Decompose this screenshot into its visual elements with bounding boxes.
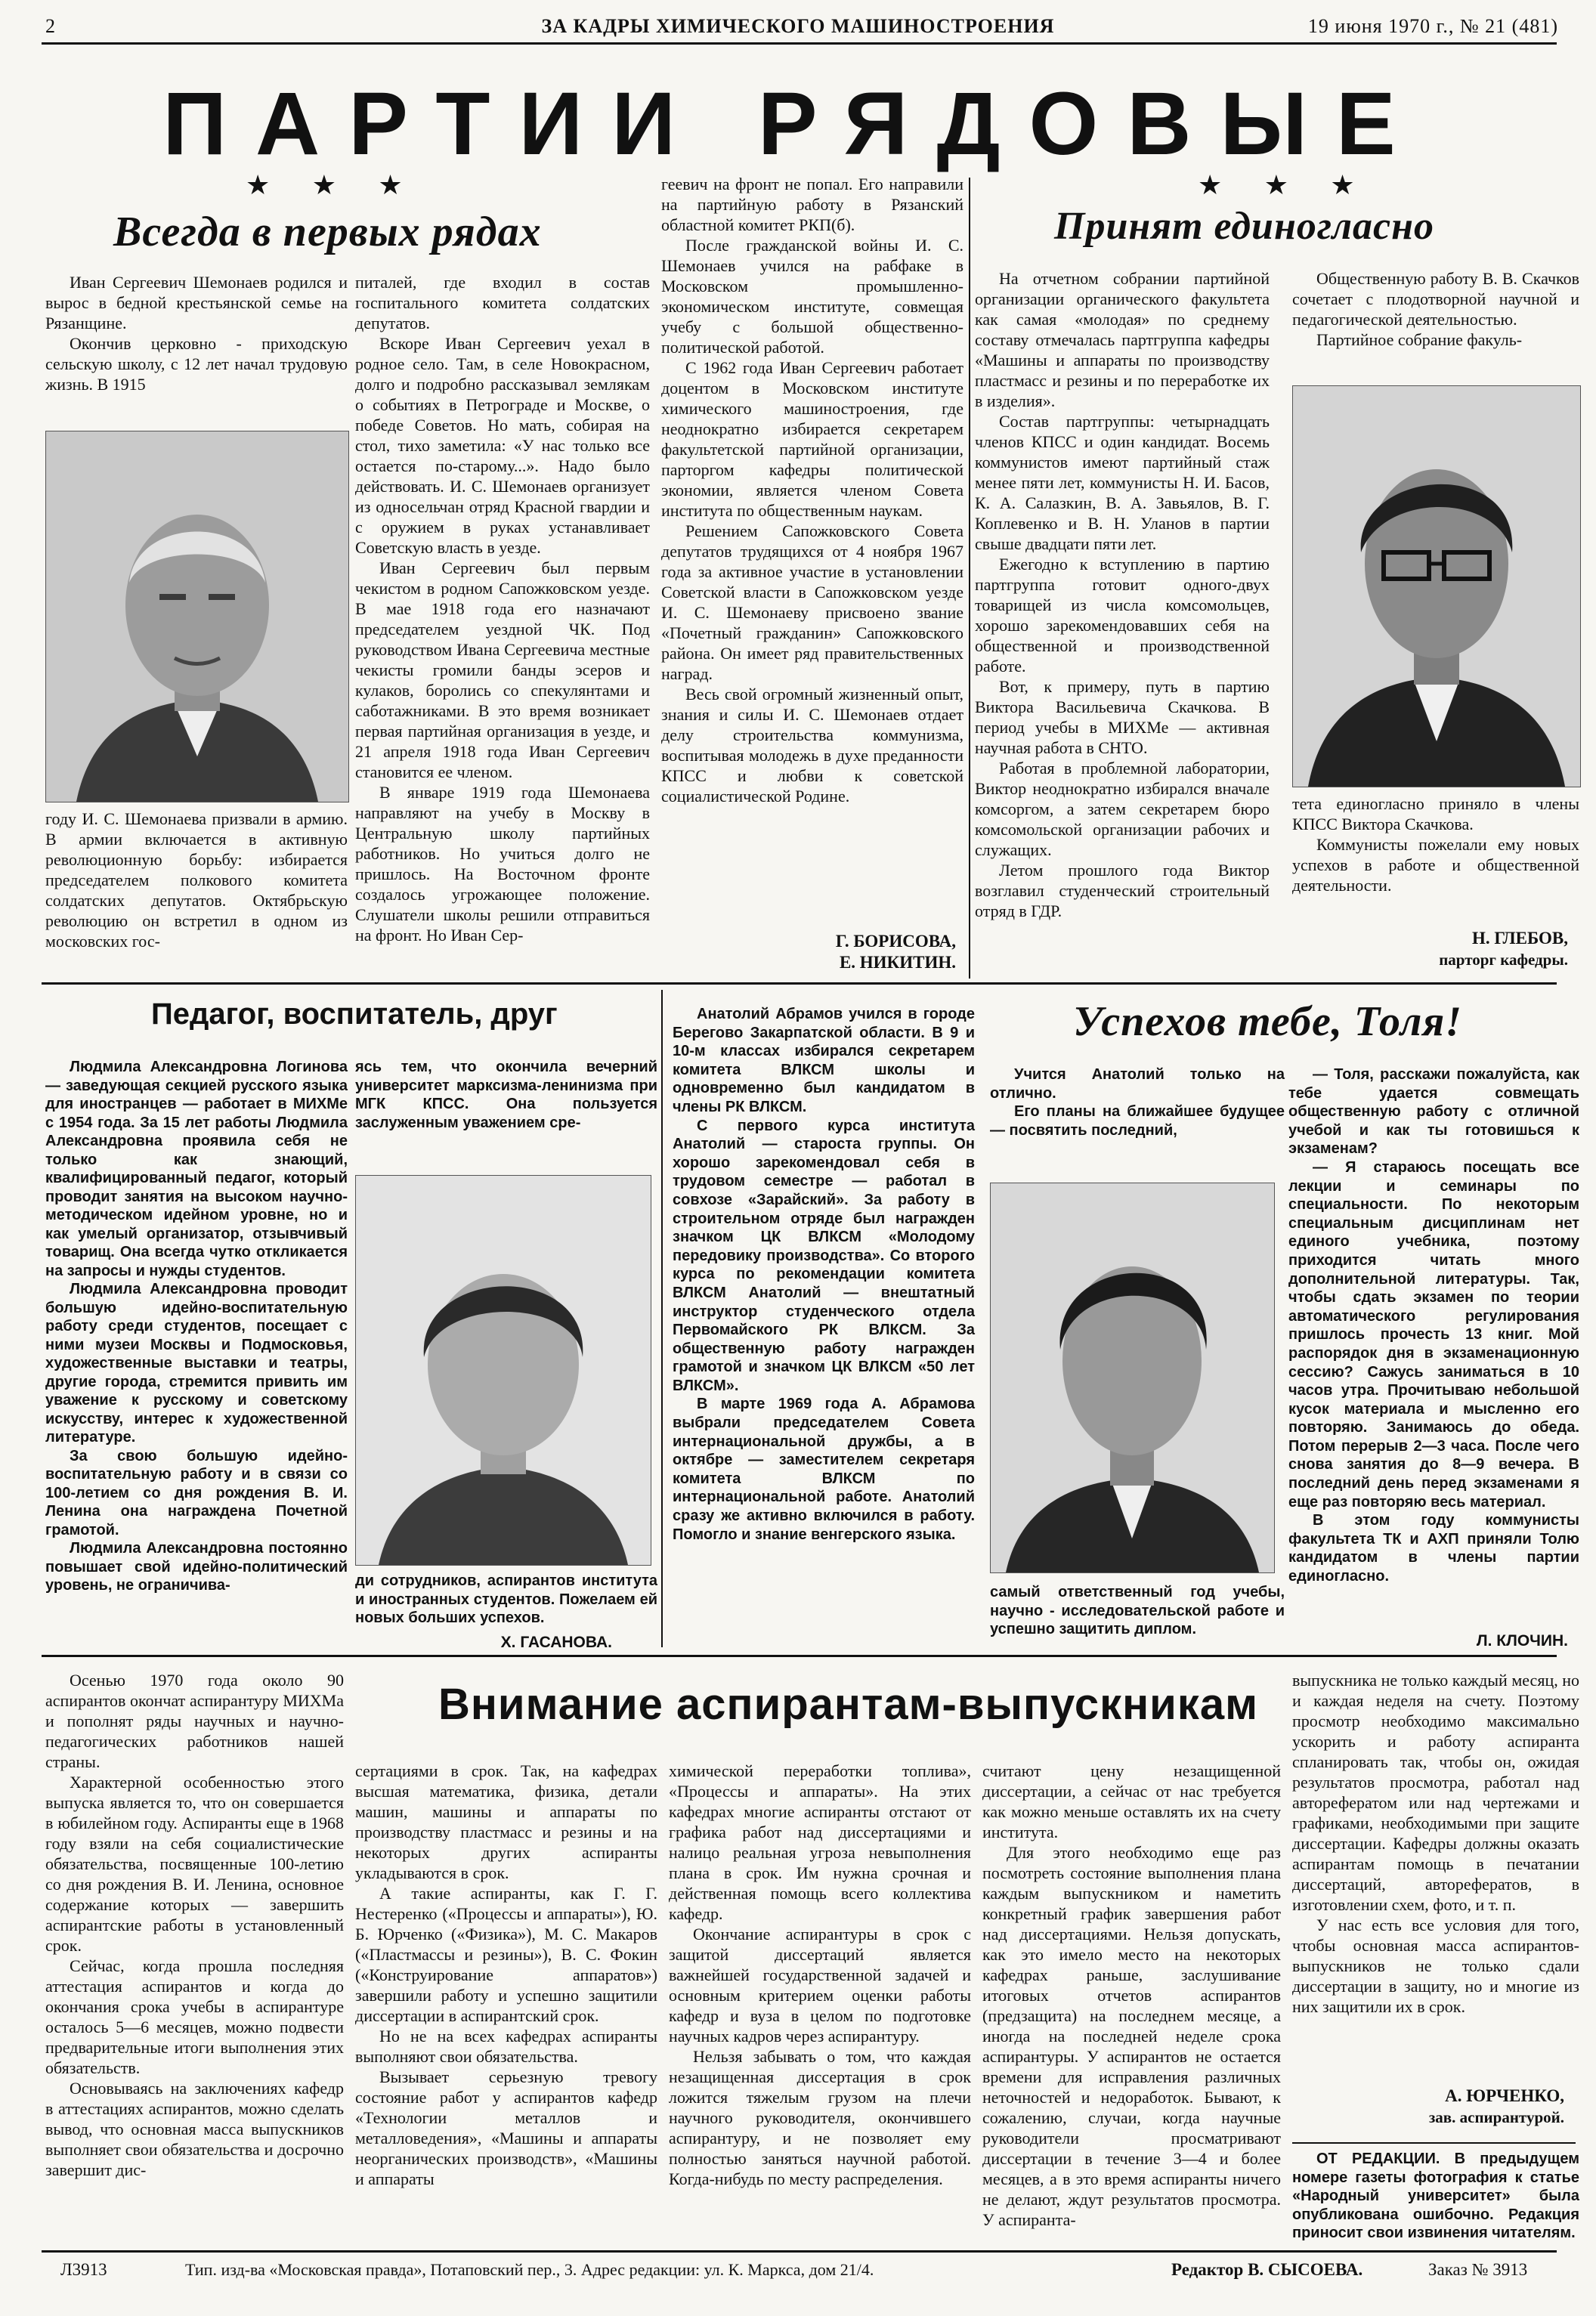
paragraph: Основываясь на заключениях кафедр в аттестациях аспирантов, можно сделать вывод, что основная масса выпускников выполняет свои обязательства и досрочно завершит дис-: [45, 2079, 344, 2179]
note-rule: [1292, 2142, 1576, 2144]
portrait-shemonaev: [46, 431, 348, 802]
footer-printer: Тип. изд-ва «Московская правда», Потаповский пер., 3. Адрес редакции: ул. К. Маркса, дом 21/4.: [185, 2260, 874, 2279]
paragraph: Вызывает серьезную тревогу состояние работ у аспирантов кафедр «Технологии металлов и металловедения», «Машины и аппараты неорганических производств», «Машины и аппараты: [355, 2067, 657, 2188]
article-column: [1288, 1065, 1579, 1586]
article-column: [355, 1058, 657, 1132]
paragraph: Иван Сергеевич Шемонаев родился и вырос в бедной крестьянской семье на Рязанщине.: [45, 273, 348, 332]
banner-stars-right: ★ ★ ★: [1198, 170, 1372, 201]
article-signature: [1292, 928, 1568, 970]
paragraph: геевич на фронт не попал. Его направили на партийную работу в Рязанский областной комитет РКП(б).: [661, 175, 963, 234]
article-column: [355, 1572, 657, 1628]
article-title: Принят единогласно: [1054, 205, 1434, 248]
paragraph: — Я стараюсь посещать все лекции и семинары по специальности. По некоторым специальным дисциплинам нет единого учебника, поэтому приходится читать много дополнительной литературы. Так, чтобы сдать экзамен по теории автоматического регулирования пришлось прочесть 13 книг. Мой распорядок дня в экзаменационную сессию? Сажусь заниматься в 10 часов утра. Прочитываю небольшой кусок материала и мысленно его повторяю. Занимаюсь до обеда. Потом перерыв 2—3 часа. После чего снова занятия до 8—9 вечера. В последний день перед экзаменами я еще раз повторяю весь материал.: [1288, 1158, 1579, 1511]
article-column: [1292, 1670, 1579, 2017]
column-divider: [661, 990, 663, 1647]
paragraph: Общественную работу В. В. Скачков сочетает с плодотворной научной и педагогической деятельностью.: [1292, 269, 1579, 329]
paragraph: — Толя, расскажи пожалуйста, как тебе удается совмещать общественную работу с отличной учебой и как ты готовишься к экзаменам?: [1288, 1066, 1579, 1158]
article-column: [1292, 268, 1579, 350]
paragraph: году И. С. Шемонаева призвали в армию. В армии включается в активную революционную борьбу: избирается председателем полкового комитета солдатских депутатов. Октябрьскую революцию он встретил в одном из московских гос-: [45, 809, 348, 951]
article-column: [990, 1583, 1285, 1639]
paragraph: Иван Сергеевич был первым чекистом в родном Сапожковском уезде. В мае 1918 года его назначают председателем уездной ЧК. Под руководством Ивана Сергеевича местные чекисты громили банды эсеров и кулаков, боролись со спекулянтами и саботажниками. В это время возникает первая партийная организация в уезде, и 21 апреля 1918 года Иван Сергеевич становится ее членом.: [355, 558, 650, 781]
paragraph: питалей, где входил в состав госпитального комитета солдатских депутатов.: [355, 273, 650, 332]
signature-line: Г. БОРИСОВА,: [835, 932, 956, 951]
article-column: [355, 1761, 657, 2189]
signature-line: парторг кафедры.: [1439, 951, 1568, 969]
paragraph: С 1962 года Иван Сергеевич работает доцентом в Московском институте химического машиностроения, где неоднократно избирается секретарем факультетской партийной организации, парторгом кафедры политической экономии, является членом Совета института по общественным наукам.: [661, 358, 963, 520]
paragraph: На отчетном собрании партийной организации органического факультета как самая «молодая» по среднему составу отмечалась партгруппа кафедры «Машины и аппараты по производству пластмасс и резины и по переработке их в изделия».: [975, 269, 1270, 410]
paragraph: Людмила Александровна Логинова — заведующая секцией русского языка для иностранцев — работает в МИХМе с 1954 года. За 15 лет работы Людмила Александровна проявила себя не только как знающий, квалифицированный педагог, который проводит занятия на высоком научно-методическом идейном уровне, но и как умелый организатор, отзывчивый товарищ. Она всегда чутко откликается на запросы и нужды студентов.: [45, 1059, 348, 1279]
paragraph: После гражданской войны И. С. Шемонаев учился на рабфаке в Московском промышленно-экономическом институте, совмещая учебу с большой общественно-политической работой.: [661, 236, 963, 357]
paragraph: ди сотрудников, аспирантов института и иностранных студентов. Пожелаем ей новых больших успехов.: [355, 1572, 657, 1626]
portrait-photo: [990, 1183, 1275, 1573]
banner-stars-left: ★ ★ ★: [246, 170, 419, 201]
signature-line: Л. КЛОЧИН.: [1476, 1632, 1568, 1650]
paragraph: Учится Анатолий только на отлично.: [990, 1066, 1285, 1102]
paragraph: Работая в проблемной лаборатории, Виктор неоднократно избирался вначале комсоргом, а затем секретарем бюро комсомольской организации рабочих и служащих.: [975, 759, 1270, 859]
page-number: 2: [45, 15, 56, 37]
paragraph: За свою большую идейно-воспитательную работу и в связи со 100-летием со дня рождения В. И. Ленина она награждена Почетной грамотой.: [45, 1447, 348, 1538]
paragraph: Вскоре Иван Сергеевич уехал в родное село. Там, в селе Новокрасном, долго и подробно рассказывал землякам о событиях в Петрограде и Москве, о победе Советов. Но мать, собирая на стол, тихо заметила: «У нас только все остается по-старому...». Надо было действовать. И. С. Шемонаев организует из односельчан отряд Красной гвардии и с оружием в руках устанавливает Советскую власть в уезде.: [355, 334, 650, 557]
signature-line: А. ЮРЧЕНКО,: [1445, 2086, 1564, 2105]
signature-line: Н. ГЛЕБОВ,: [1471, 929, 1568, 948]
paragraph: химической переработки топлива», «Процессы и аппараты». На этих кафедрах многие аспиранты отстают от графика работ над диссертациями и налицо реальная угроза невыполнения плана в срок. Им нужна срочная и действенная помощь всего коллектива кафедр.: [669, 1761, 971, 1923]
article-signature: [355, 1632, 612, 1653]
section-rule: [42, 982, 1557, 985]
article-signature: [1292, 2086, 1564, 2128]
footer-order: Заказ № 3913: [1428, 2260, 1528, 2279]
paragraph: Летом прошлого года Виктор возглавил студенческий строительный отряд в ГДР.: [975, 861, 1270, 920]
editorial-note: ОТ РЕДАКЦИИ. В предыдущем номере газеты фотография к статье «Народный университет» была опубликована ошибочно. Редакция приносит свои извинения читателям.: [1292, 2151, 1579, 2241]
paragraph: Людмила Александровна проводит большую идейно-воспитательную работу среди студентов, посещает с ними музеи Москвы и Подмосковья, художественные выставки и театры, другие города, стремится привить им уважение к русскому и советскому искусству, интерес к художественной литературе.: [45, 1281, 348, 1446]
article-column: [669, 1761, 971, 2189]
paragraph: Сейчас, когда прошла последняя аттестация аспирантов и когда до окончания срока учебы в аспирантуре осталось 5—6 месяцев, можно подвести предварительные итоги выполнения этих обязательств.: [45, 1956, 344, 2077]
paragraph: Анатолий Абрамов учился в городе Берегово Закарпатской области. В 9 и 10-м классах избирался секретарем комитета ВЛКСМ школы и одновременно был кандидатом в члены РК ВЛКСМ.: [673, 1006, 975, 1115]
footer-editor: Редактор В. СЫСОЕВА.: [1171, 2260, 1363, 2279]
paragraph: Людмила Александровна постоянно повышает свой идейно-политический уровень, не ограничива-: [45, 1540, 348, 1594]
paragraph: В этом году коммунисты факультета ТК и АХП приняли Толю кандидатом в члены партии единогласно.: [1288, 1512, 1579, 1585]
paragraph: С первого курса института Анатолий — староста группы. Он хорошо зарекомендовал себя в трудовом семестре — работал в совхозе «Зарайский». За работу в строительном отряде был награжден значком ЦК ВЛКСМ «Молодому передовику производства». Со второго курса по рекомендации комитета ВЛКСМ Анатолий — внештатный инструктор студенческого отдела Первомайского РК ВЛКСМ. За общественную работу награжден грамотой и значком ЦК ВЛКСМ «50 лет ВЛКСМ».: [673, 1117, 975, 1394]
article-title: Внимание аспирантам-выпускникам: [438, 1680, 1259, 1729]
signature-line: Е. НИКИТИН.: [839, 953, 956, 972]
article-column: [45, 272, 348, 394]
article-column: [45, 1058, 348, 1595]
portrait-photo: [45, 431, 349, 802]
header-rule: [42, 42, 1557, 45]
paragraph: В марте 1969 года А. Абрамова выбрали председателем Совета интернациональной дружбы, а в октябре — заместителем секретаря комитета ВЛКСМ по интернациональной работе. Анатолий сразу же активно включился в работу. Помогло и знание венгерского языка.: [673, 1396, 975, 1543]
paragraph: Для этого необходимо еще раз посмотреть состояние выполнения плана каждым выпускником и наметить конкретный график завершения работ над диссертациями. Нельзя допускать, как это имело место на некоторых кафедрах раньше, заслушивание итоговых отчетов аспирантов (предзащита) на последнем месяце, а иногда на последней неделе срока аспирантуры. У аспирантов не остается времени для исправления различных неточностей и недоработок. Бывают, к сожалению, случаи, когда научные руководители просматривают диссертации в течение 3—4 и более месяцев, а в это время аспиранты ничего не делают, ждут результатов просмотра. У аспиранта-: [982, 1843, 1281, 2229]
portrait-photo: [1292, 385, 1581, 787]
paragraph: Коммунисты пожелали ему новых успехов в работе и общественной деятельности.: [1292, 835, 1579, 895]
paragraph: Но не на всех кафедрах аспиранты выполняют свои обязательства.: [355, 2027, 657, 2066]
article-column: [355, 272, 650, 945]
portrait-skachkov: [1293, 386, 1580, 787]
paragraph: Состав партгруппы: четырнадцать членов КПСС и один кандидат. Восемь коммунистов имеют партийный стаж менее пяти лет, коммунисты Н. И. Басов, К. А. Салазкин, В. А. Завьялов, В. Г. Коплевенко и В. Н. Уланов в партии свыше двадцати пяти лет.: [975, 412, 1270, 553]
paragraph: Окончание аспирантуры в срок с защитой диссертаций является важнейшей государственной задачей и основным критерием оценки работы кафедр и вуза в целом по подготовке научных кадров через аспирантуру.: [669, 1925, 971, 2045]
portrait-photo: [355, 1175, 651, 1566]
paragraph: Решением Сапожковского Совета депутатов трудящихся от 4 ноября 1967 года за активное участие в установлении Советской власти в Сапожковском уезде И. С. Шемонаеву присвоено звание «Почетный гражданин» Сапожковского района. Он имеет ряд правительственных наград.: [661, 521, 963, 683]
article-column: [45, 809, 348, 951]
article-column: [661, 174, 963, 806]
article-column: [982, 1761, 1281, 2230]
article-title: Успехов тебе, Толя!: [1073, 998, 1462, 1045]
paragraph: выпускника не только каждый месяц, но и каждая неделя на счету. Поэтому просмотр необходимо максимально ускорить и работу аспиранта спланировать так, чтобы он, ожидая результатов просмотра, работал над авторефератом или над чертежами и графиками, необходимыми при защите диссертации. Кафедры должны оказать аспирантам помощь в печатании диссертаций, авторефератов, в изготовлении схем, фото, и т. п.: [1292, 1671, 1579, 1914]
paragraph: У нас есть все условия для того, чтобы основная масса аспирантов-выпускников не только сдали диссертации в защиту, но и многие из них защитили их в срок.: [1292, 1916, 1579, 2016]
paragraph: самый ответственный год учебы, научно - исследовательской работе и успешно защитить диплом.: [990, 1584, 1285, 1637]
paragraph: Вот, к примеру, путь в партию Виктора Васильевича Скачкова. В период учебы в МИХМе — активная научная работа в СНТО.: [975, 677, 1270, 757]
article-title: Всегда в первых рядах: [113, 209, 542, 255]
portrait-abramov: [991, 1183, 1274, 1572]
paragraph: тета единогласно приняло в члены КПСС Виктора Скачкова.: [1292, 794, 1579, 833]
signature-line: Х. ГАСАНОВА.: [500, 1634, 612, 1651]
article-column: [1292, 793, 1579, 895]
paragraph: Осенью 1970 года около 90 аспирантов окончат аспирантуру МИХМа и пополнят ряды научных и научно-педагогических работников нашей страны.: [45, 1671, 344, 1771]
paragraph: Его планы на ближайшее будущее — посвятить последний,: [990, 1103, 1285, 1139]
newspaper-name: ЗА КАДРЫ ХИМИЧЕСКОГО МАШИНОСТРОЕНИЯ: [541, 15, 1055, 37]
paragraph: сертациями в срок. Так, на кафедрах высшая математика, физика, детали машин, машины и аппараты по производству пластмасс и резины и на некоторых других аспиранты укладываются в срок.: [355, 1761, 657, 1882]
paragraph: Ежегодно к вступлению в партию партгруппа готовит одного-двух товарищей из числа комсомольцев, хорошо зарекомендовавших себя на общественной и производственной работе.: [975, 555, 1270, 676]
portrait-loginova: [356, 1176, 651, 1565]
article-title: Педагог, воспитатель, друг: [151, 997, 558, 1031]
article-column: [990, 1065, 1285, 1139]
paragraph: В январе 1919 года Шемонаева направляют на учебу в Москву в Центральную школу партийных работников. Но учиться долго не пришлось. На Восточном фронте создалось угрожающее положение. Слушатели школы решили отправиться на фронт. Но Иван Сер-: [355, 783, 650, 945]
column-divider: [969, 178, 970, 979]
paragraph: А такие аспиранты, как Г. Г. Нестеренко («Процессы и аппараты»), Ю. Б. Юрченко («Физика»), М. С. Макаров («Пластмассы и резины»), В. С. Фокин («Конструирование аппаратов») завершили работу и успешно защитили диссертации в аспирантский срок.: [355, 1884, 657, 2025]
article-column: [45, 1670, 344, 2180]
section-rule: [42, 1655, 1557, 1657]
paragraph: Окончив церковно - приходскую сельскую школу, с 12 лет начал трудовую жизнь. В 1915: [45, 334, 348, 394]
footer-code: Л3913: [60, 2260, 107, 2279]
footer-rule: [42, 2250, 1557, 2253]
issue-date: 19 июня 1970 г., № 21 (481): [1307, 15, 1558, 37]
signature-line: зав. аспирантурой.: [1428, 2108, 1564, 2126]
article-signature: [661, 931, 956, 973]
paragraph: Весь свой огромный жизненный опыт, знания и силы И. С. Шемонаев отдает делу строительства коммунизма, воспитывая молодежь в духе преданности КПСС и любви к советской социалистической Родине.: [661, 685, 963, 805]
paragraph: Характерной особенностью этого выпуска является то, что он совершается в юбилейном году. Аспиранты еще в 1968 году взяли на себя социалистические обязательства, посвященные 100-летию со дня рождения В. И. Ленина, основное содержание которых — завершить аспирантские работы в установленный срок.: [45, 1773, 344, 1955]
article-column: [975, 268, 1270, 921]
article-column: [673, 1005, 975, 1544]
paragraph: Нельзя забывать о том, что каждая незащищенная диссертация в срок ложится тяжелым грузом на плечи научного руководителя, окончившего аспирантуру, и не позволяет ему полностью заняться научной работой. Когда-нибудь по месту распределения.: [669, 2047, 971, 2188]
paragraph: считают цену незащищенной диссертации, а сейчас от нас требуется как можно меньше оставлять их на счету института.: [982, 1761, 1281, 1841]
paragraph: ясь тем, что окончила вечерний университет марксизма-ленинизма при МГК КПСС. Она пользуется заслуженным уважением сре-: [355, 1059, 657, 1131]
masthead: [30, 9, 1566, 39]
paragraph: Партийное собрание факуль-: [1316, 330, 1523, 349]
banner-title: ПАРТИИ РЯДОВЫЕ: [162, 74, 1424, 174]
article-signature: [1288, 1631, 1568, 1652]
